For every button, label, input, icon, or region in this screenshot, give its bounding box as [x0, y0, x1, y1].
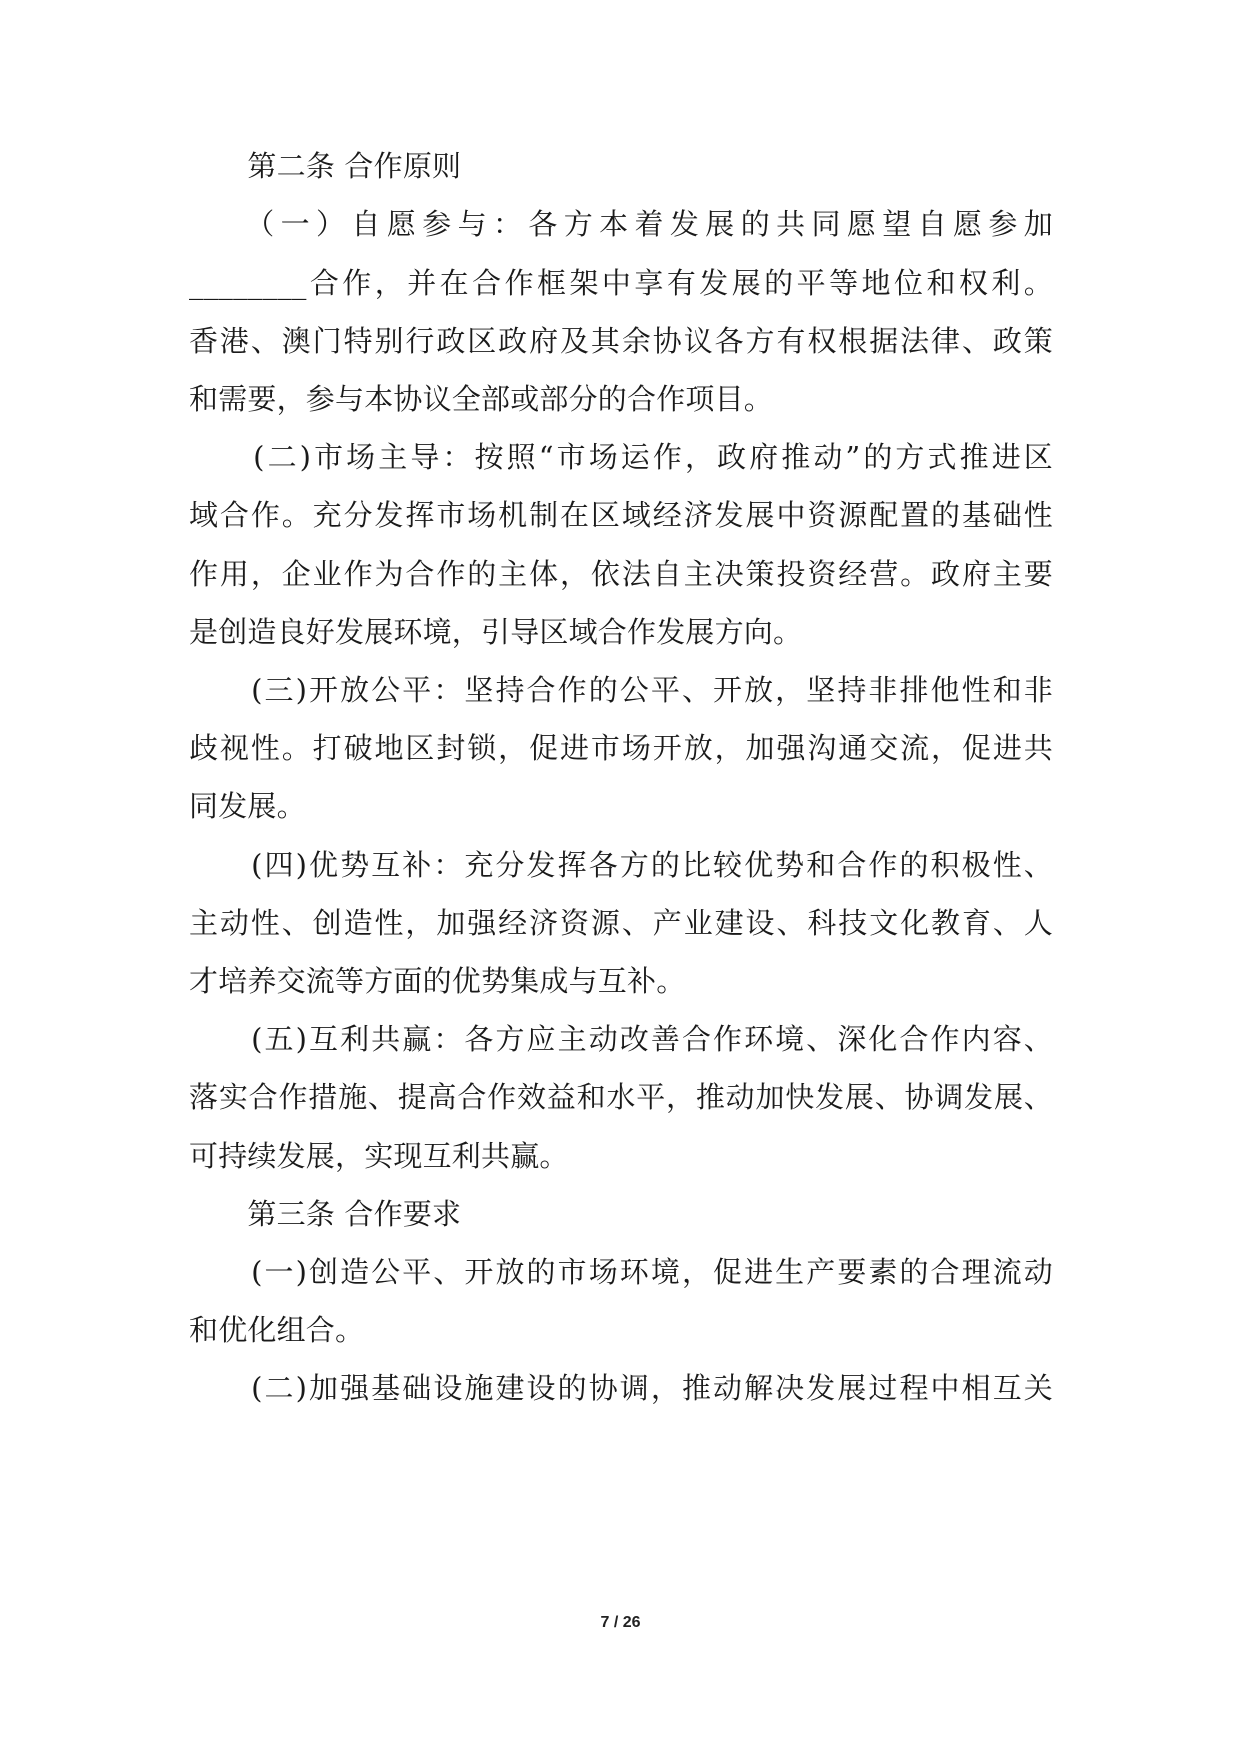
- paragraph-line: （一）自愿参与：各方本着发展的共同愿望自愿参加: [189, 207, 1053, 241]
- paragraph-line: 是创造良好发展环境，引导区域合作发展方向。: [189, 615, 803, 649]
- article-2-heading: 第二条 合作原则: [189, 149, 462, 183]
- paragraph-line: 歧视性。打破地区封锁，促进市场开放，加强沟通交流，促进共: [189, 731, 1053, 765]
- article-3-heading: 第三条 合作要求: [189, 1197, 462, 1231]
- paragraph-line: 作用，企业作为合作的主体，依法自主决策投资经营。政府主要: [189, 557, 1053, 591]
- paragraph-line: 才培养交流等方面的优势集成与互补。: [189, 964, 686, 998]
- paragraph-line: 可持续发展，实现互利共赢。: [189, 1139, 569, 1173]
- paragraph-line: (二)加强基础设施建设的协调，推动解决发展过程中相互关: [189, 1371, 1053, 1405]
- paragraph-line: 域合作。充分发挥市场机制在区域经济发展中资源配置的基础性: [189, 498, 1053, 532]
- page-number: 7 / 26: [600, 1614, 641, 1631]
- paragraph-line: (四)优势互补：充分发挥各方的比较优势和合作的积极性、: [189, 848, 1053, 882]
- paragraph-line: ________合作，并在合作框架中享有发展的平等地位和权利。: [189, 266, 1053, 300]
- paragraph-line: (三)开放公平：坚持合作的公平、开放，坚持非排他性和非: [189, 673, 1053, 707]
- paragraph-line: 主动性、创造性，加强经济资源、产业建设、科技文化教育、人: [189, 906, 1053, 940]
- paragraph-line: 落实合作措施、提高合作效益和水平，推动加快发展、协调发展、: [189, 1080, 1053, 1114]
- paragraph-line: 香港、澳门特别行政区政府及其余协议各方有权根据法律、政策: [189, 324, 1053, 358]
- paragraph-line: (五)互利共赢：各方应主动改善合作环境、深化合作内容、: [189, 1022, 1053, 1056]
- paragraph-line: 和优化组合。: [189, 1313, 365, 1347]
- paragraph-line: (一)创造公平、开放的市场环境，促进生产要素的合理流动: [189, 1255, 1053, 1289]
- paragraph-line: 和需要，参与本协议全部或部分的合作项目。: [189, 382, 774, 416]
- paragraph-line: 同发展。: [189, 789, 306, 823]
- paragraph-line: (二)市场主导：按照“市场运作，政府推动”的方式推进区: [189, 440, 1053, 474]
